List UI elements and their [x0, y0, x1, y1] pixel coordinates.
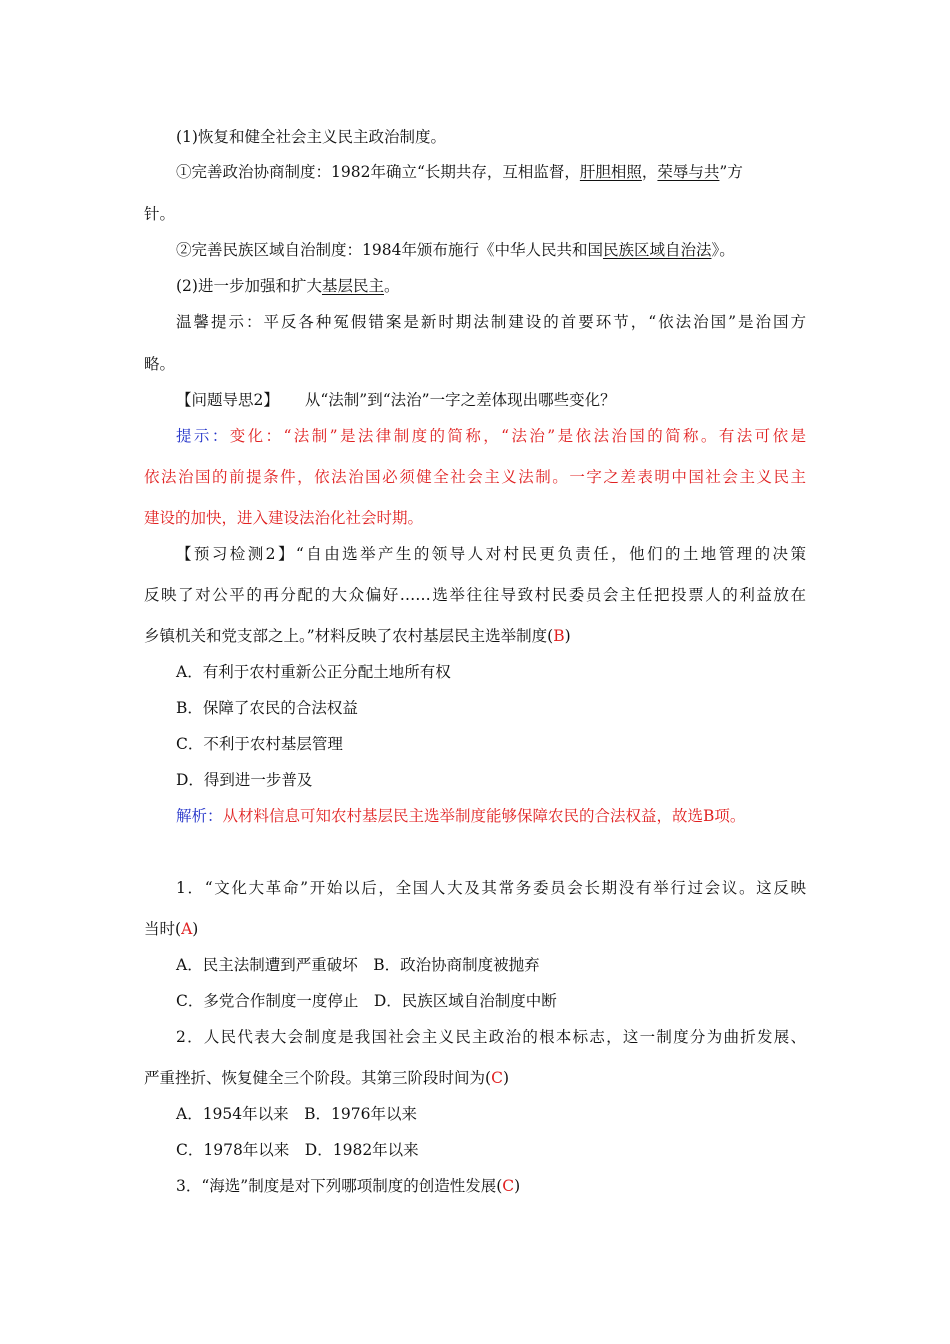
tip-line: 略。	[144, 355, 176, 373]
paragraph-ethnic-autonomy: ②完善民族区域自治制度：1984年颁布施行《中华人民共和国民族区域自治法》。	[176, 241, 735, 259]
question-label: 【问题导思2】	[176, 391, 279, 409]
exercise-1-options: C．多党合作制度一度停止 D．民族区域自治制度中断	[176, 992, 557, 1010]
option-d: D．得到进一步普及	[176, 771, 313, 789]
underlined-term: 荣辱与共	[657, 163, 720, 181]
paragraph-recover-system: (1)恢复和健全社会主义民主政治制度。	[176, 128, 446, 146]
exercise-1: 1．“文化大革命”开始以后，全国人大及其常务委员会长期没有举行过会议。这反映	[176, 879, 806, 897]
hint-line: 提示：变化：“法制”是法律制度的简称，“法治”是依法治国的简称。有法可依是	[176, 427, 806, 445]
exercise-2-cont: 严重挫折、恢复健全三个阶段。其第三阶段时间为(C)	[144, 1069, 509, 1087]
answer-letter: B	[553, 627, 565, 645]
exercise-3: 3．“海选”制度是对下列哪项制度的创造性发展(C)	[176, 1177, 521, 1195]
analysis-label: 解析：	[176, 807, 223, 825]
answer-letter: A	[181, 920, 193, 938]
hint-line: 依法治国的前提条件，依法治国必须健全社会主义法制。一字之差表明中国社会主义民主	[144, 468, 806, 486]
underlined-term: 肝胆相照	[579, 163, 642, 181]
hint-line: 建设的加快，进入建设法治化社会时期。	[144, 509, 424, 527]
exercise-1-cont: 当时(A)	[144, 920, 199, 938]
underlined-term: 基层民主	[321, 277, 384, 295]
option-c: C．不利于农村基层管理	[176, 735, 343, 753]
analysis: 解析：从材料信息可知农村基层民主选举制度能够保障农民的合法权益，故选B项。	[176, 807, 746, 825]
exercise-1-options: A．民主法制遭到严重破坏 B．政治协商制度被抛弃	[176, 956, 540, 974]
preview-label: 【预习检测2】	[176, 545, 296, 563]
underlined-term: 民族区域自治法	[602, 241, 712, 259]
tip-line: 温馨提示：平反各种冤假错案是新时期法制建设的首要环节，“依法治国”是治国方	[176, 313, 806, 331]
paragraph-political-consultation: ①完善政治协商制度：1982年确立“长期共存，互相监督，肝胆相照，荣辱与共”方	[176, 163, 743, 181]
preview-line: 乡镇机关和党支部之上。”材料反映了农村基层民主选举制度(B)	[144, 627, 571, 645]
question-guide	[176, 389, 616, 411]
paragraph-grassroots-democracy: (2)进一步加强和扩大基层民主。	[176, 277, 400, 295]
option-a: A．有利于农村重新公正分配土地所有权	[176, 663, 451, 681]
preview-check: 【预习检测2】“自由选举产生的领导人对村民更负责任，他们的土地管理的决策	[176, 545, 806, 563]
exercise-2-options: C．1978年以来 D．1982年以来	[176, 1141, 419, 1159]
hint-label: 提示：	[176, 427, 230, 445]
answer-letter: C	[491, 1069, 503, 1087]
exercise-2-options: A．1954年以来 B．1976年以来	[176, 1105, 417, 1123]
paragraph-continuation: 针。	[144, 205, 176, 223]
option-b: B．保障了农民的合法权益	[176, 699, 358, 717]
answer-letter: C	[502, 1177, 515, 1195]
question-text: 从“法制”到“法治”一字之差体现出哪些变化？	[304, 391, 616, 409]
exercise-2: 2．人民代表大会制度是我国社会主义民主政治的根本标志，这一制度分为曲折发展、	[176, 1028, 806, 1046]
preview-line: 反映了对公平的再分配的大众偏好……选举往往导致村民委员会主任把投票人的利益放在	[144, 586, 806, 604]
